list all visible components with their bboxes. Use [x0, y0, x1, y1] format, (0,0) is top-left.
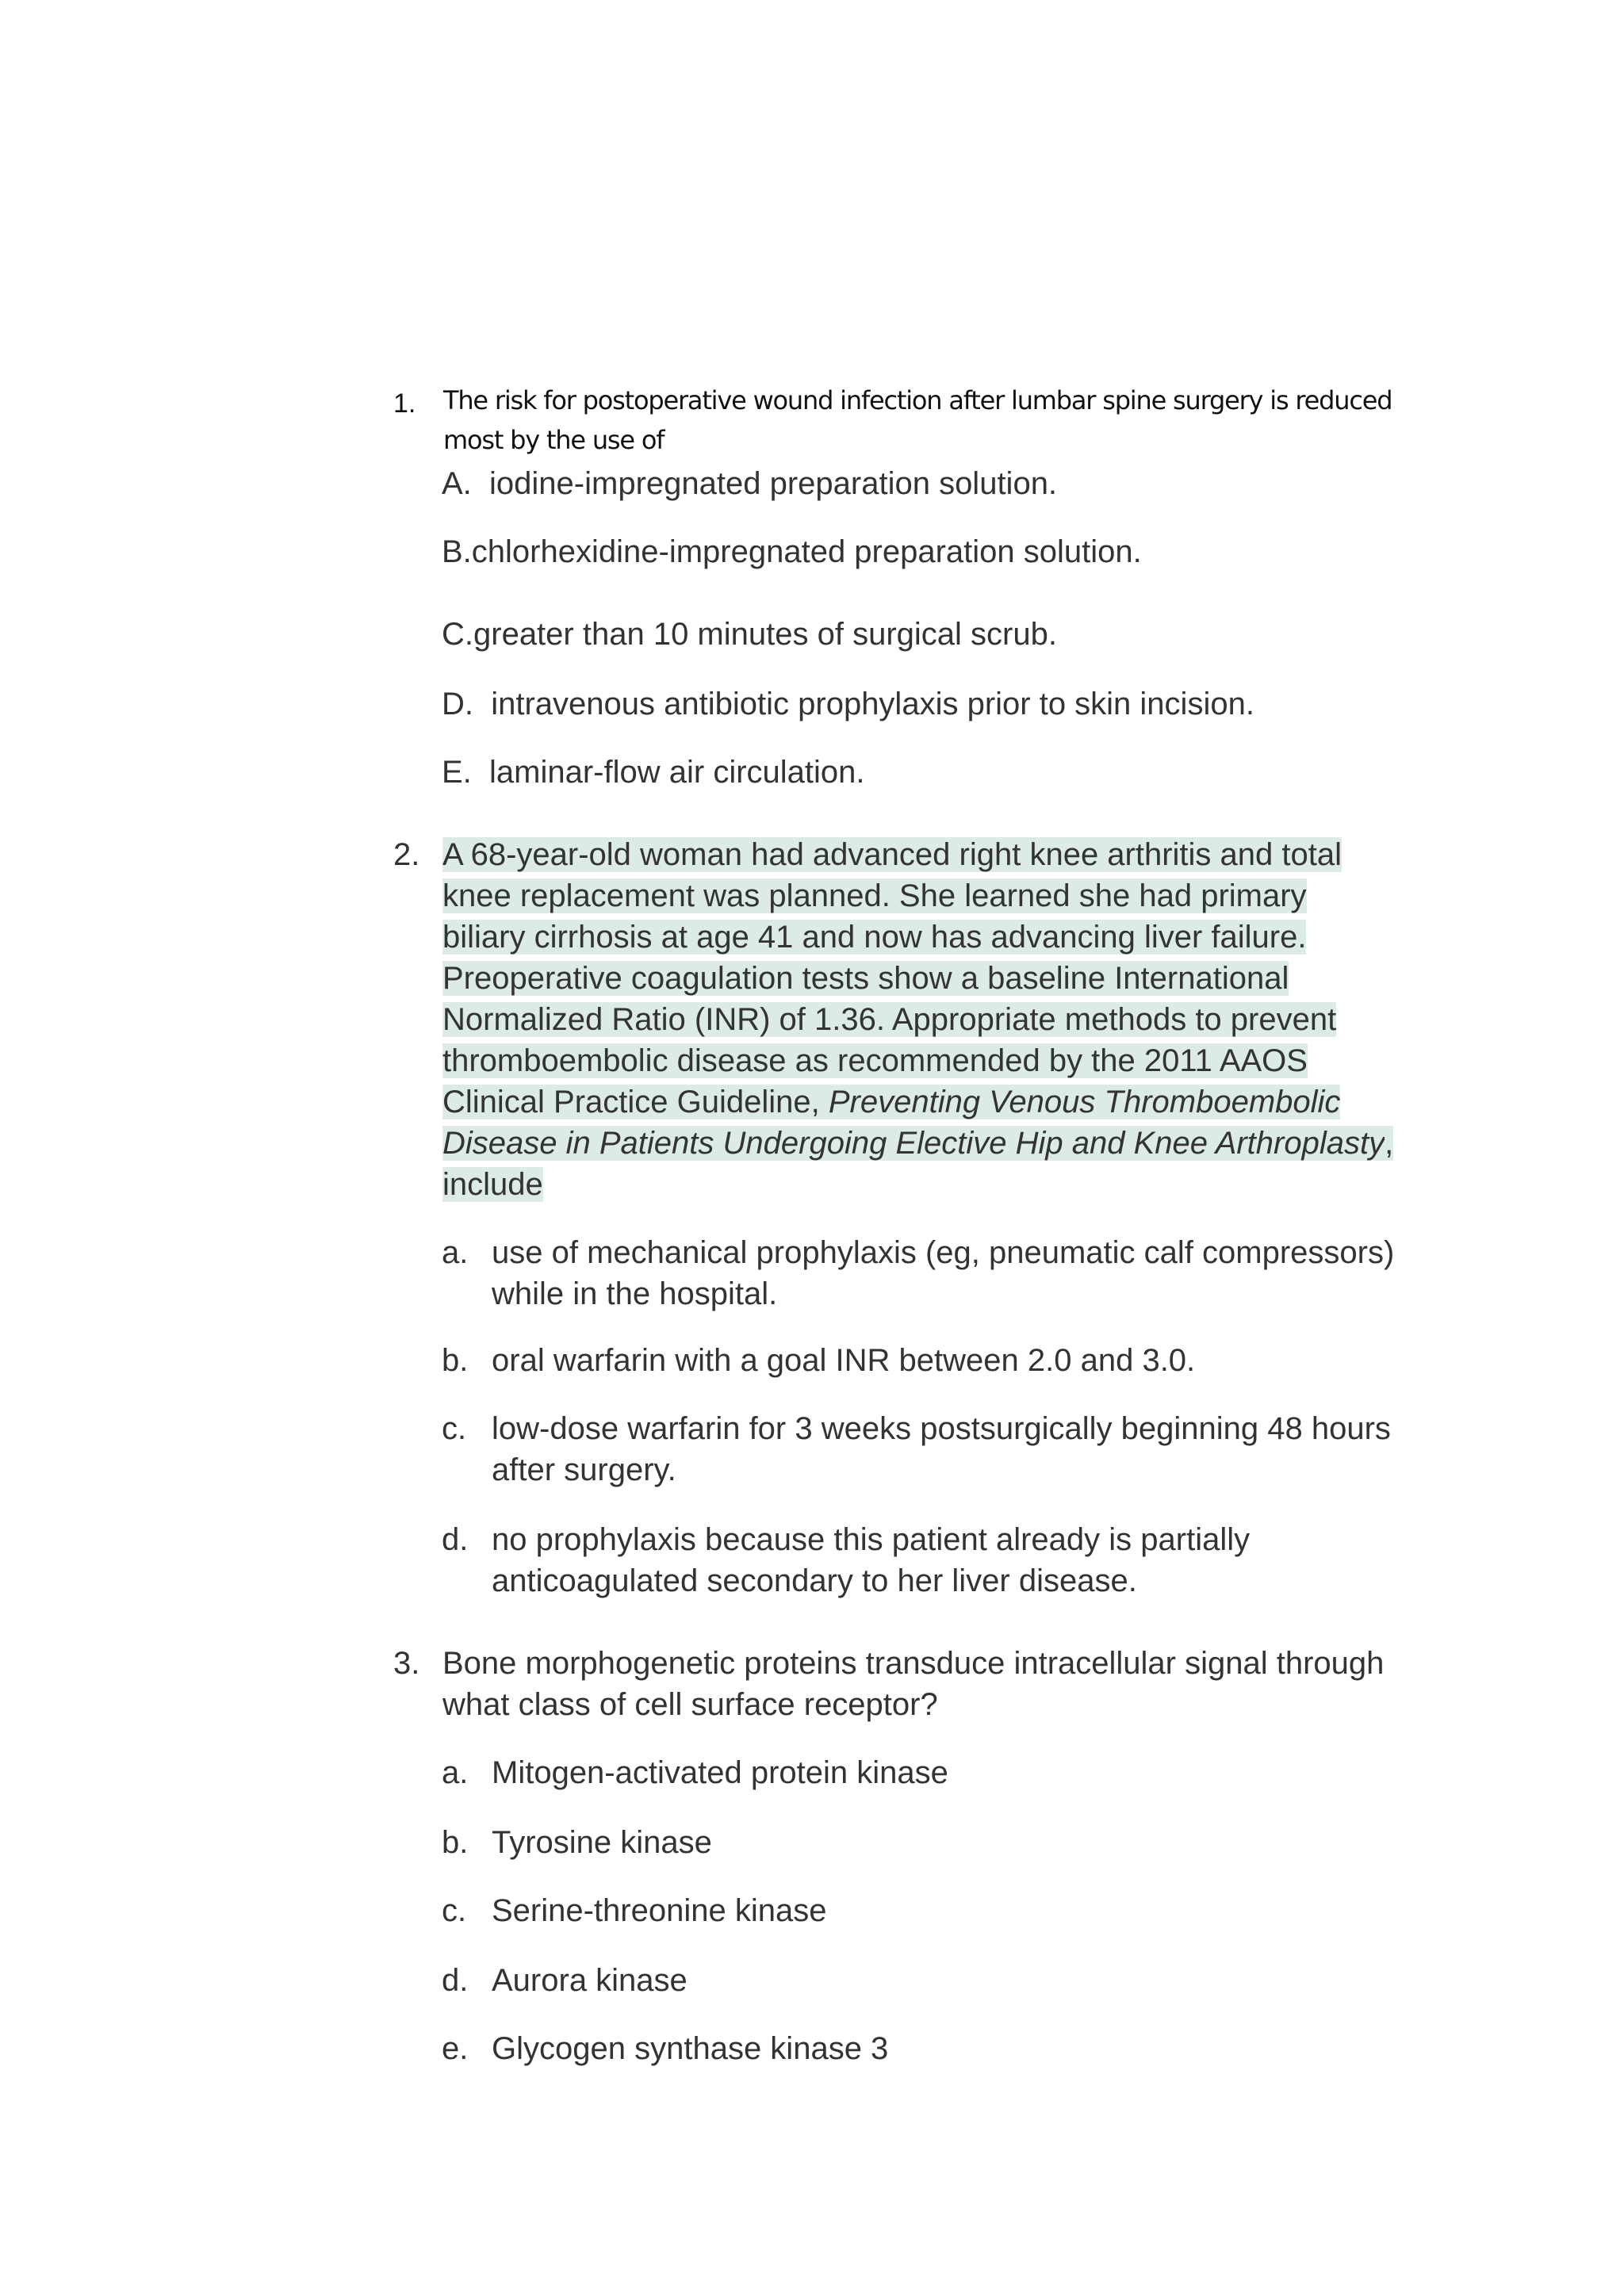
option-text: greater than 10 minutes of surgical scrub. [473, 617, 1057, 652]
option-label: B. [442, 534, 472, 569]
option-text: Tyrosine kinase [492, 1825, 712, 1860]
option-text: laminar-flow air circulation. [489, 755, 865, 790]
guideline-title: Preventing Venous Thromboembolic [828, 1085, 1341, 1119]
question-stem-punctuation: , [1385, 1126, 1394, 1161]
option-text: iodine-impregnated preparation solution. [489, 466, 1058, 501]
question-stem-line: what class of cell surface receptor? [442, 1687, 938, 1722]
option-text: Mitogen-activated protein kinase [492, 1755, 948, 1790]
question-stem-line: Bone morphogenetic proteins transduce intracellular signal through [442, 1646, 1385, 1681]
option-label: c. [442, 1893, 467, 1928]
question-stem-line: knee replacement was planned. She learned she had primary [442, 878, 1307, 913]
option-label: e. [442, 2031, 469, 2066]
option-label: D. [442, 687, 473, 721]
option-label: a. [442, 1235, 469, 1270]
question-stem-line: The risk for postoperative wound infection after lumbar spine surgery is reduced [443, 385, 1392, 415]
option-text-line: after surgery. [492, 1452, 676, 1487]
guideline-title: Disease in Patients Undergoing Elective Hip and Knee Arthroplasty [442, 1126, 1385, 1161]
question-stem [443, 381, 1442, 460]
answer-option [442, 614, 1057, 655]
question-stem-line: Normalized Ratio (INR) of 1.36. Appropriate methods to prevent [442, 1002, 1337, 1037]
question-number: 3. [393, 1646, 420, 1681]
option-text: intravenous antibiotic prophylaxis prior to skin incision. [491, 687, 1254, 721]
option-label: c. [442, 1411, 467, 1446]
option-label: d. [442, 1522, 469, 1557]
answer-option [442, 752, 865, 793]
option-label: d. [442, 1963, 469, 1998]
question-stem-line: most by the use of [443, 425, 665, 455]
question-number: 1. [393, 388, 416, 419]
option-label: b. [442, 1825, 469, 1860]
question-stem [442, 834, 1393, 1205]
option-label: a. [442, 1755, 469, 1790]
option-text-line: no prophylaxis because this patient already is partially [492, 1522, 1251, 1557]
question-stem [442, 1643, 1384, 1725]
question-stem-line: biliary cirrhosis at age 41 and now has advancing liver failure. [442, 920, 1307, 955]
option-text-line: oral warfarin with a goal INR between 2.0 and 3.0. [492, 1343, 1196, 1378]
option-text-line: low-dose warfarin for 3 weeks postsurgically beginning 48 hours [492, 1411, 1391, 1446]
question-number: 2. [393, 837, 420, 872]
option-label: b. [442, 1343, 469, 1378]
option-text: Aurora kinase [492, 1963, 688, 1998]
question-stem-line: Preoperative coagulation tests show a baseline International [442, 961, 1289, 996]
option-label: E. [442, 755, 472, 790]
option-text: chlorhexidine-impregnated preparation solution. [471, 534, 1142, 569]
option-text: Serine-threonine kinase [492, 1893, 827, 1928]
question-stem-line: include [442, 1167, 543, 1202]
answer-option [442, 683, 1254, 725]
option-text-line: use of mechanical prophylaxis (eg, pneumatic calf compressors) [492, 1235, 1395, 1270]
question-stem-line: A 68-year-old woman had advanced right knee arthritis and total [442, 837, 1342, 872]
option-text-line: anticoagulated secondary to her liver disease. [492, 1563, 1137, 1598]
option-text-line: while in the hospital. [492, 1276, 778, 1311]
question-stem-line: thromboembolic disease as recommended by the 2011 AAOS [442, 1043, 1308, 1078]
option-text: Glycogen synthase kinase 3 [492, 2031, 889, 2066]
answer-option [442, 463, 1057, 504]
option-label: C. [442, 617, 473, 652]
answer-option [442, 531, 1142, 572]
option-label: A. [442, 466, 472, 501]
question-stem-line: Clinical Practice Guideline, [442, 1085, 829, 1119]
